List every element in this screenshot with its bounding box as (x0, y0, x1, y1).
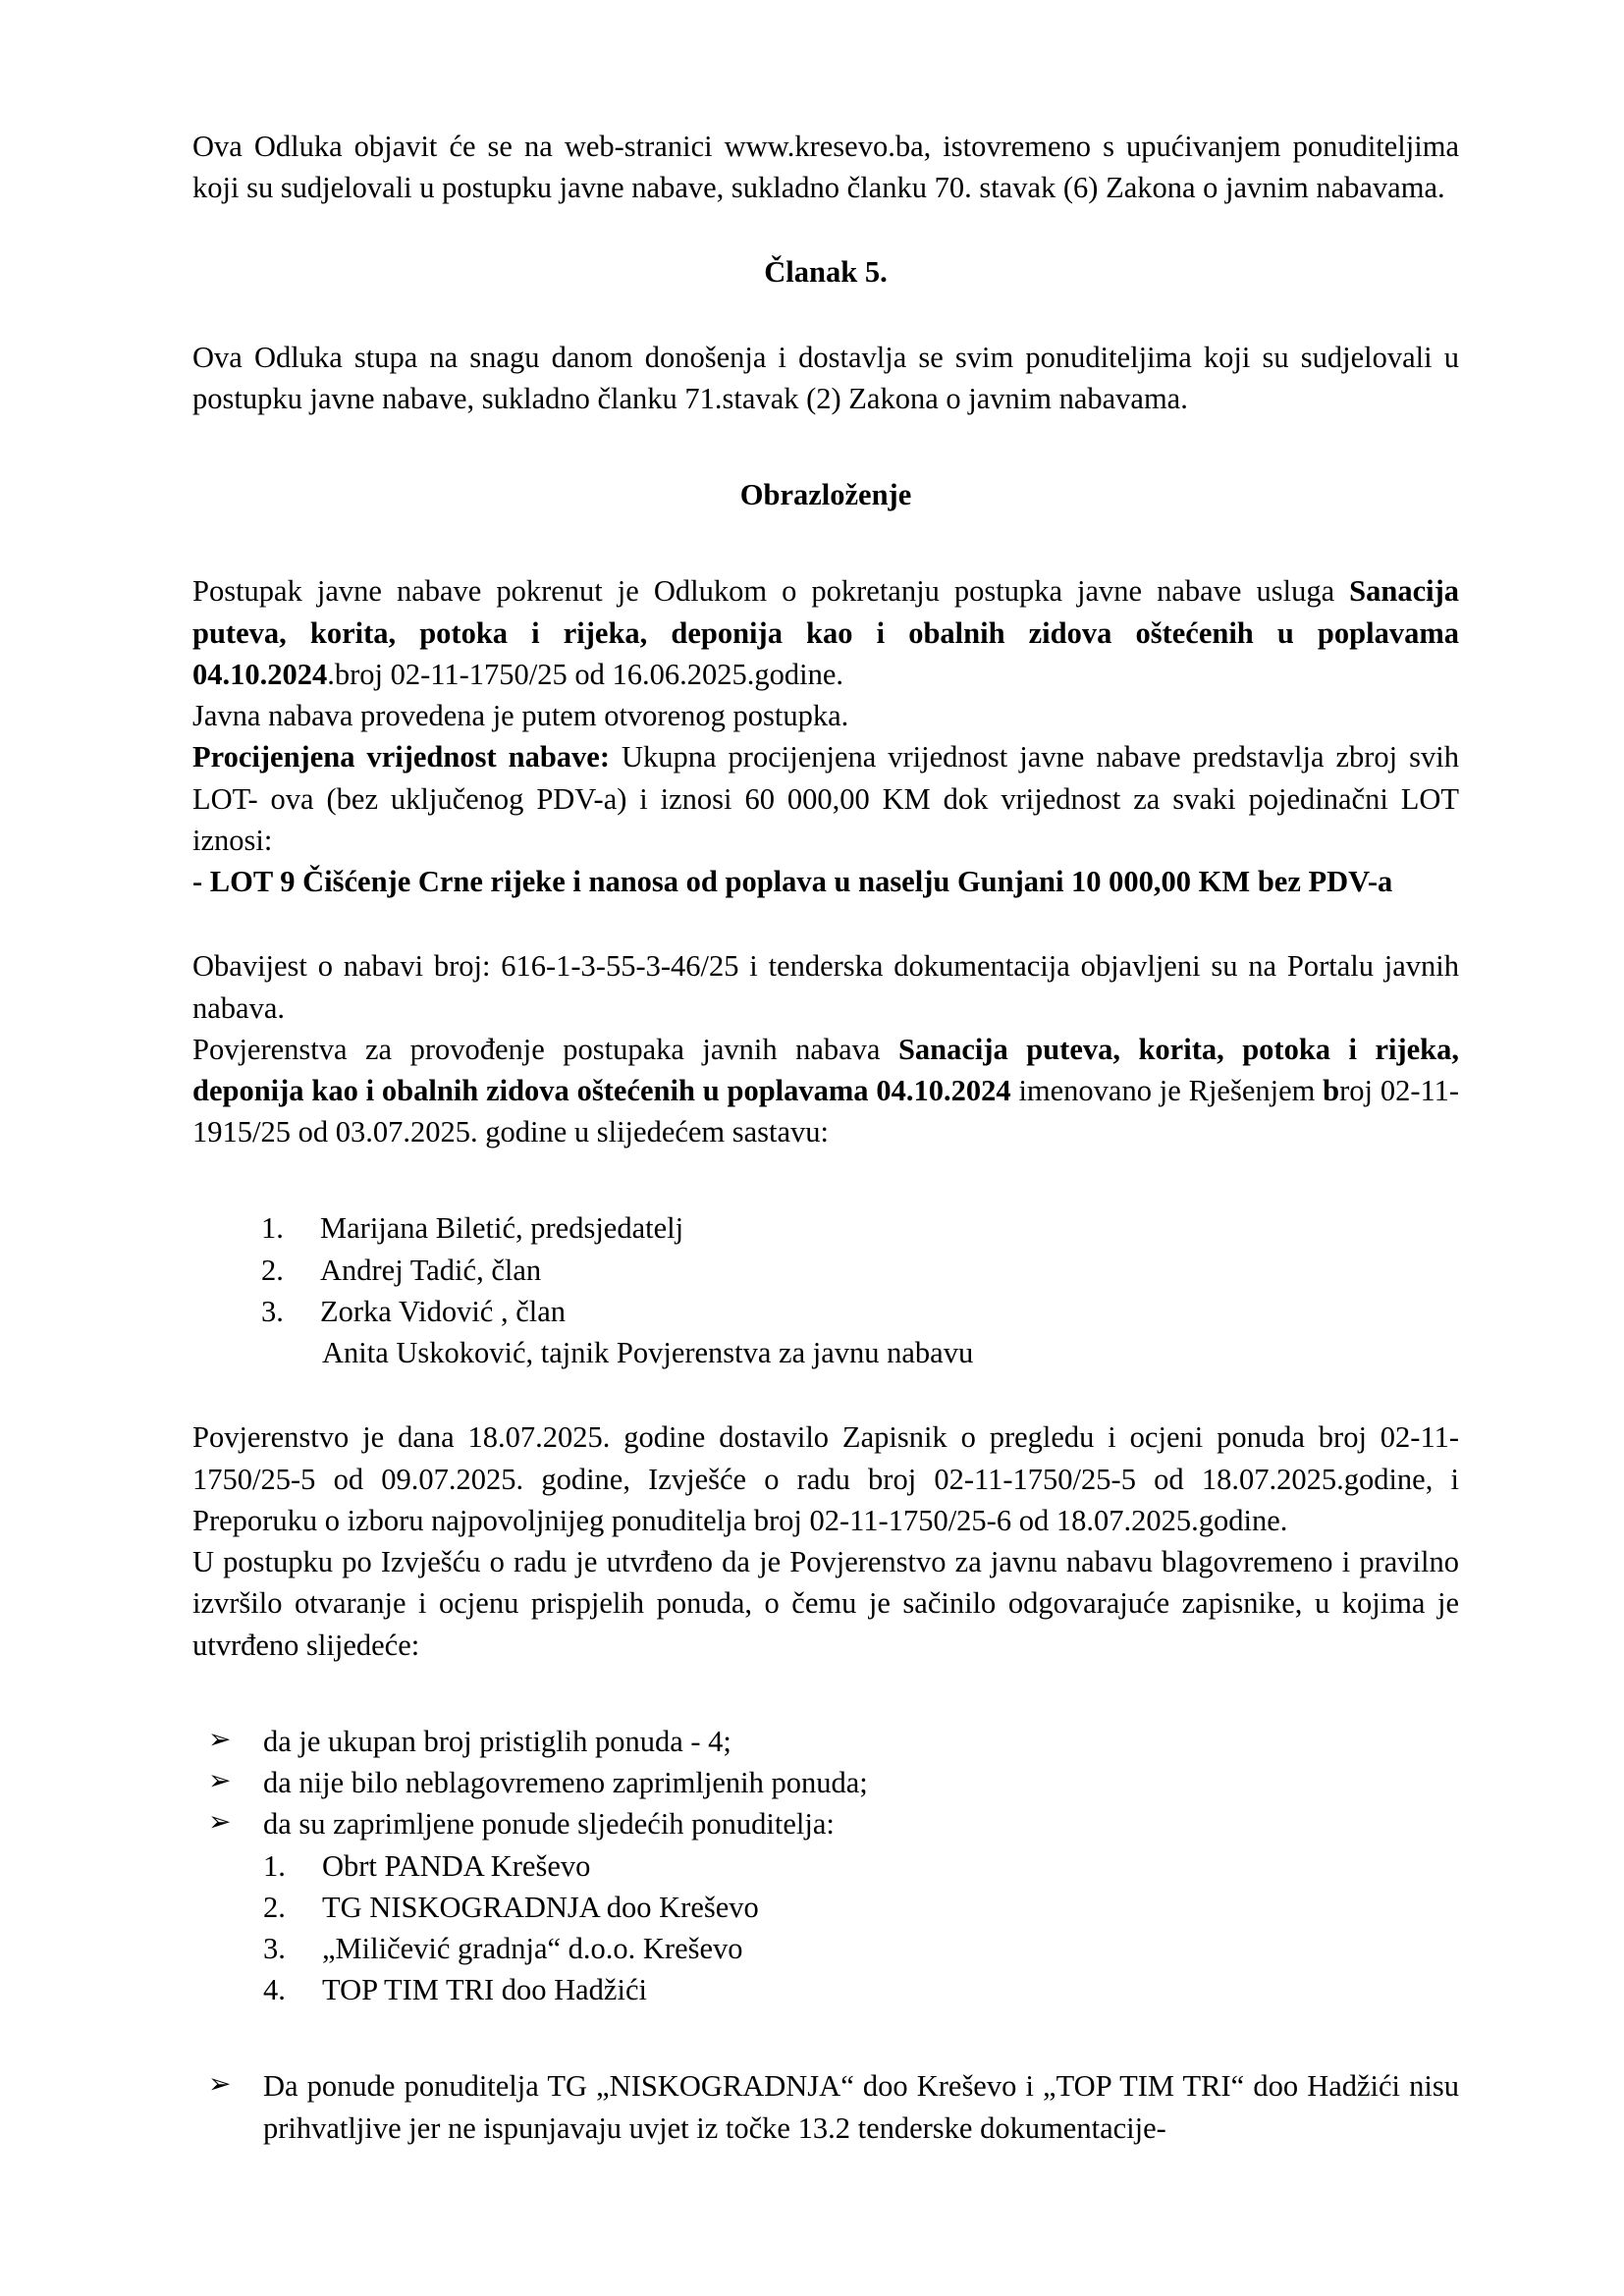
paragraph-publication-notice: Ova Odluka objavit će se na web-stranici www.kresevo.ba, istovremeno s upućivanjem ponuditeljima koji su sudjelovali u postupku javne nabave, sukladno članku 70. stavak (6) Zakona o javnim nabavama. (192, 130, 1459, 205)
list-marker: 2. (263, 1890, 286, 1924)
member-name: Andrej Tadić, član (320, 1253, 542, 1287)
text-tail: roj 02-11-1915/25 od 03.07.2025. godine u slijedećem sastavu: (192, 1073, 1460, 1149)
list-item (192, 1845, 1459, 1887)
list-item (192, 1721, 1459, 1762)
paragraph-committee-appointment (192, 1029, 1459, 1153)
bidder-name: TOP TIM TRI doo Hadžići (322, 1973, 647, 2007)
list-item (192, 1291, 1459, 1332)
list-item (192, 1207, 1459, 1249)
paragraph-minutes-delivered: Povjerenstvo je dana 18.07.2025. godine dostavilo Zapisnik o pregledu i ocjeni ponuda broj 02-11-1750/25-5 od 09.07.2025. godine, Izvješće o radu broj 02-11-1750/25-5 od 18.07.2025.godine, i Preporuku o izboru najpovoljnijeg ponuditelja broj 02-11-1750/25-6 od 18.07.2025.godine. (192, 1420, 1459, 1537)
label-estimated-value: Procijenjena vrijednost nabave: (192, 740, 610, 774)
text-mid: imenovano je Rješenjem (1010, 1073, 1324, 1107)
unacceptable-bids-text: Da ponude ponuditelja TG „NISKOGRADNJA“ doo Kreševo i „TOP TIM TRI“ doo Hadžići nisu prihvatljive jer ne ispunjavaju uvjet iz točke 13.2 tenderske dokumentacije- (263, 2069, 1459, 2145)
text-lot-9-value: - LOT 9 Čišćenje Crne rijeke i nanosa od poplava u naselju Gunjani 10 000,00 KM bez PDV-a (192, 865, 1393, 899)
list-committee-members (192, 1207, 1459, 1332)
spacer (192, 515, 1459, 570)
text-bold-letter: b (1323, 1073, 1340, 1107)
list-item (192, 1969, 1459, 2010)
text-lead: Povjerenstva za provođenje postupaka javnih nabava (192, 1032, 898, 1066)
list-marker: 1. (261, 1211, 284, 1246)
finding-text: da nije bilo neblagovremeno zaprimljenih ponuda; (263, 1766, 868, 1800)
arrow-bullet-icon: ➢ (208, 1766, 232, 1797)
paragraph-evaluation-findings: U postupku po Izvješću o radu je utvrđeno da je Povjerenstvo za javnu nabavu blagovremeno i pravilno izvršilo otvaranje i ocjenu prispjelih ponuda, o čemu je sačinilo odgovarajuće zapisnike, u kojima je utvrđeno slijedeće: (192, 1545, 1459, 1662)
paragraph-open-procedure: Javna nabava provedena je putem otvorenog postupka. (192, 699, 849, 733)
finding-text: da su zaprimljene ponude sljedećih ponuditelja: (263, 1807, 835, 1842)
list-item (192, 1928, 1459, 1969)
finding-text: da je ukupan broj pristiglih ponuda - 4; (263, 1724, 731, 1758)
bidder-name: TG NISKOGRADNJA doo Kreševo (322, 1890, 759, 1924)
bidder-name: „Miličević gradnja“ d.o.o. Kreševo (322, 1931, 743, 1965)
member-name: Zorka Vidović , član (320, 1294, 567, 1328)
text-lead: Postupak javne nabave pokrenut je Odlukom o pokretanju postupka javne nabave usluga (192, 574, 1350, 609)
spacer (192, 1152, 1459, 1207)
heading-obrazlozenje: Obrazloženje (739, 478, 912, 512)
list-marker: 3. (263, 1931, 286, 1965)
spacer (192, 419, 1459, 474)
heading-clanak-5: Članak 5. (764, 255, 888, 290)
list-findings (192, 1721, 1459, 1845)
paragraph-notice-number: Obavijest o nabavi broj: 616-1-3-55-3-46/25 i tenderska dokumentacija objavljeni su na Portalu javnih nabava. (192, 949, 1459, 1025)
list-item (192, 1803, 1459, 1844)
list-marker: 1. (263, 1848, 286, 1883)
text-estimated-value: Ukupna procijenjena vrijednost javne nabave predstavlja zbroj svih LOT- ova (bez uključenog PDV-a) i iznosi 60 000,00 KM dok vrijednost za svaki pojedinačni LOT iznosi: (192, 740, 1460, 857)
bidder-name: Obrt PANDA Kreševo (322, 1848, 591, 1883)
spacer (192, 294, 1459, 337)
arrow-bullet-icon: ➢ (208, 2069, 232, 2101)
list-item (192, 1762, 1459, 1803)
spacer (192, 2010, 1459, 2065)
list-bidders (192, 1845, 1459, 2011)
text-tail: .broj 02-11-1750/25 od 16.06.2025.godine. (327, 657, 844, 691)
list-marker: 4. (263, 1973, 286, 2007)
paragraph-estimated-value (192, 736, 1459, 861)
spacer (192, 1373, 1459, 1416)
paragraph-entry-into-force: Ova Odluka stupa na snagu danom donošenja i dostavlja se svim ponuditeljima koji su sudjelovali u postupku javne nabave, sukladno članku 71.stavak (2) Zakona o javnim nabavama. (192, 340, 1459, 415)
paragraph-lot-9 (192, 861, 1459, 902)
paragraph-unacceptable-bids (192, 2065, 1459, 2148)
member-name: Marijana Biletić, predsjedatelj (320, 1211, 684, 1246)
arrow-bullet-icon: ➢ (208, 1807, 232, 1839)
spacer (192, 902, 1459, 945)
committee-secretary: Anita Uskoković, tajnik Povjerenstva za javnu nabavu (322, 1336, 974, 1370)
arrow-bullet-icon: ➢ (208, 1724, 232, 1755)
text-procurement-title: Sanacija puteva, korita, potoka i rijeka, deponija kao i obalnih zidova oštećenih u poplavama 04.10.2024 (192, 1032, 1459, 1107)
paragraph-procedure-initiated (192, 570, 1459, 695)
list-marker: 2. (261, 1253, 284, 1287)
list-item (192, 1250, 1459, 1291)
document-body (192, 126, 1459, 2149)
list-item (192, 1887, 1459, 1928)
spacer (192, 208, 1459, 251)
spacer (192, 1666, 1459, 1721)
list-marker: 3. (261, 1294, 284, 1328)
text-procurement-title: Sanacija puteva, korita, potoka i rijeka, deponija kao i obalnih zidova oštećenih u poplavama 04.10.2024 (192, 574, 1459, 691)
